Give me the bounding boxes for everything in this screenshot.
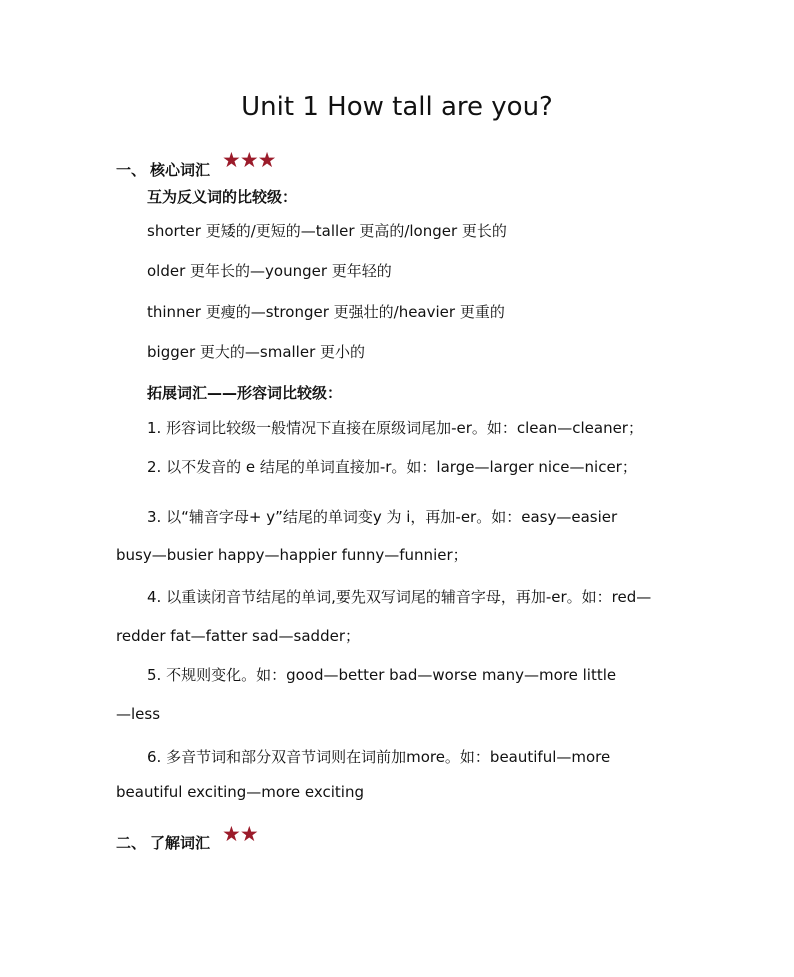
section1-heading: 核心词汇 xyxy=(150,161,211,179)
rule-line: 1. 形容词比较级一般情况下直接在原级词尾加-er。如：clean—cleaner； xyxy=(147,419,643,437)
rule-line: 6. 多音节词和部分双音节词则在词前加more。如：beautiful—more xyxy=(147,748,611,766)
pair-line: bigger 更大的—smaller 更小的 xyxy=(147,343,366,361)
pair-line: older 更年长的—younger 更年轻的 xyxy=(147,262,392,280)
subheading-antonyms: 互为反义词的比较级： xyxy=(147,188,298,206)
pair-line: thinner 更瘦的—stronger 更强壮的/heavier 更重的 xyxy=(147,303,505,321)
rule-line: beautiful exciting—more exciting xyxy=(116,783,364,801)
section2-number: 二、 xyxy=(116,834,147,852)
rule-line: 5. 不规则变化。如：good—better bad—worse many—more little xyxy=(147,666,617,684)
rule-line: 2. 以不发音的 e 结尾的单词直接加-r。如：large—larger nice—nicer； xyxy=(147,458,637,476)
rule-line: —less xyxy=(116,705,161,723)
rule-line: 3. 以“辅音字母+ y”结尾的单词变y 为 i，再加-er。如：easy—easier xyxy=(147,508,618,526)
pair-line: shorter 更矮的/更短的—taller 更高的/longer 更长的 xyxy=(147,222,507,240)
section2-stars-icon: ★★ xyxy=(222,822,258,846)
section1-stars-icon: ★★★ xyxy=(222,148,276,172)
section1-number: 一、 xyxy=(116,161,147,179)
page-title: Unit 1 How tall are you? xyxy=(241,92,553,122)
section2-heading: 了解词汇 xyxy=(150,834,211,852)
rule-line: 4. 以重读闭音节结尾的单词,要先双写词尾的辅音字母，再加-er。如：red— xyxy=(147,588,652,606)
rule-line: busy—busier happy—happier funny—funnier； xyxy=(116,546,468,564)
rule-line: redder fat—fatter sad—sadder； xyxy=(116,627,360,645)
subheading-extension: 拓展词汇——形容词比较级： xyxy=(147,384,343,402)
